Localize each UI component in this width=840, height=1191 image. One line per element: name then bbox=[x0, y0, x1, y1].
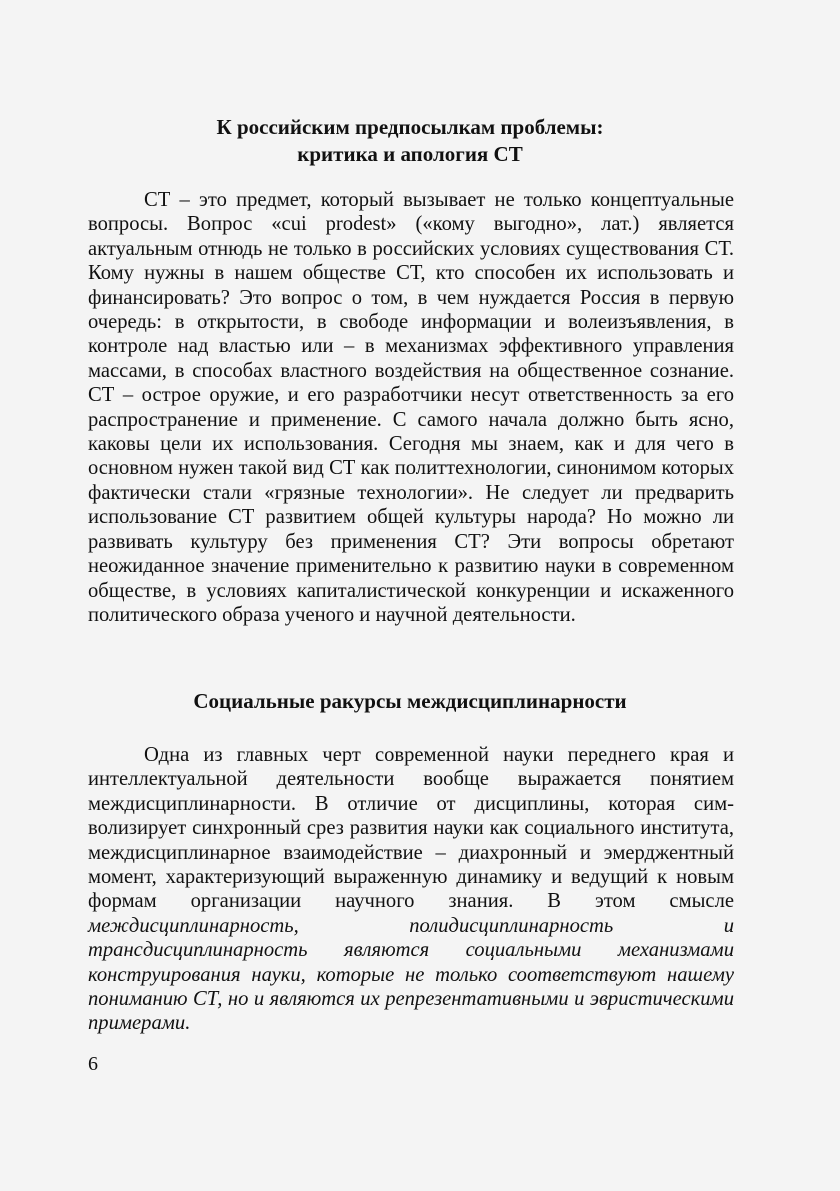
paragraph-plain-text: Одна из главных черт современной науки переднего края и интеллектуальной деятельности вообще выражается понятием междисциплинарности. В отличие от дисциплины, которая символизирует синхронный срез развития науки как социального института, междисциплинарное взаимодействие – диахронный и эмерджентный момент, характеризующий выраженную динамику и ведущий к новым формам организации научного знания. В этом смысле bbox=[88, 744, 734, 913]
section-title-interdisciplinarity: Социальные ракурсы междисциплинарности bbox=[193, 689, 627, 713]
paragraph-italic-text: междисциплинарность, полидисциплинарность и трансдисциплинарность являются социальными механизмами конструирования науки, которые не только соответствуют нашему пониманию СТ, но и являются их репрезентативными и эвристическими примерами. bbox=[88, 914, 734, 1035]
section-title-line-2: критика и апология СТ bbox=[297, 142, 523, 166]
paragraph-critique-apology: СТ – это предмет, который вызывает не только концептуальные вопросы. Вопрос «cui prodest» («кому выгодно», лат.) является актуальным отнюдь не только в российских условиях существования СТ. Кому нужны в нашем обществе СТ, кто способен их использовать и финансировать? Это вопрос о том, в чем нуждается Россия в первую очередь: в открытости, в свободе информации и волеизъявления, в контроле над властью или – в механизмах эффективного управления массами, в способах властного воздействия на общественное сознание. СТ – острое оружие, и его разработчики несут ответственность за его распространение и применение. С самого начала должно быть ясно, каковы цели их использования. Сегодня мы знаем, как и для чего в основном нужен такой вид СТ как политтехнологии, синонимом которых фактически стали «грязные технологии». Не следует ли предварить использование СТ развитием общей культуры народа? Но можно ли развивать культуру без применения СТ? Эти вопросы обретают неожиданное значение применительно к развитию науки в современном обществе, в условиях капиталистической конкуренции и искаженного политического образа ученого и научной деятельности. bbox=[88, 189, 734, 626]
paragraph-interdisciplinarity bbox=[88, 743, 734, 1036]
section-title-russian-prerequisites bbox=[90, 114, 730, 168]
page-number: 6 bbox=[88, 1053, 98, 1075]
section-title-line-1: К российским предпосылкам проблемы: bbox=[216, 115, 604, 139]
